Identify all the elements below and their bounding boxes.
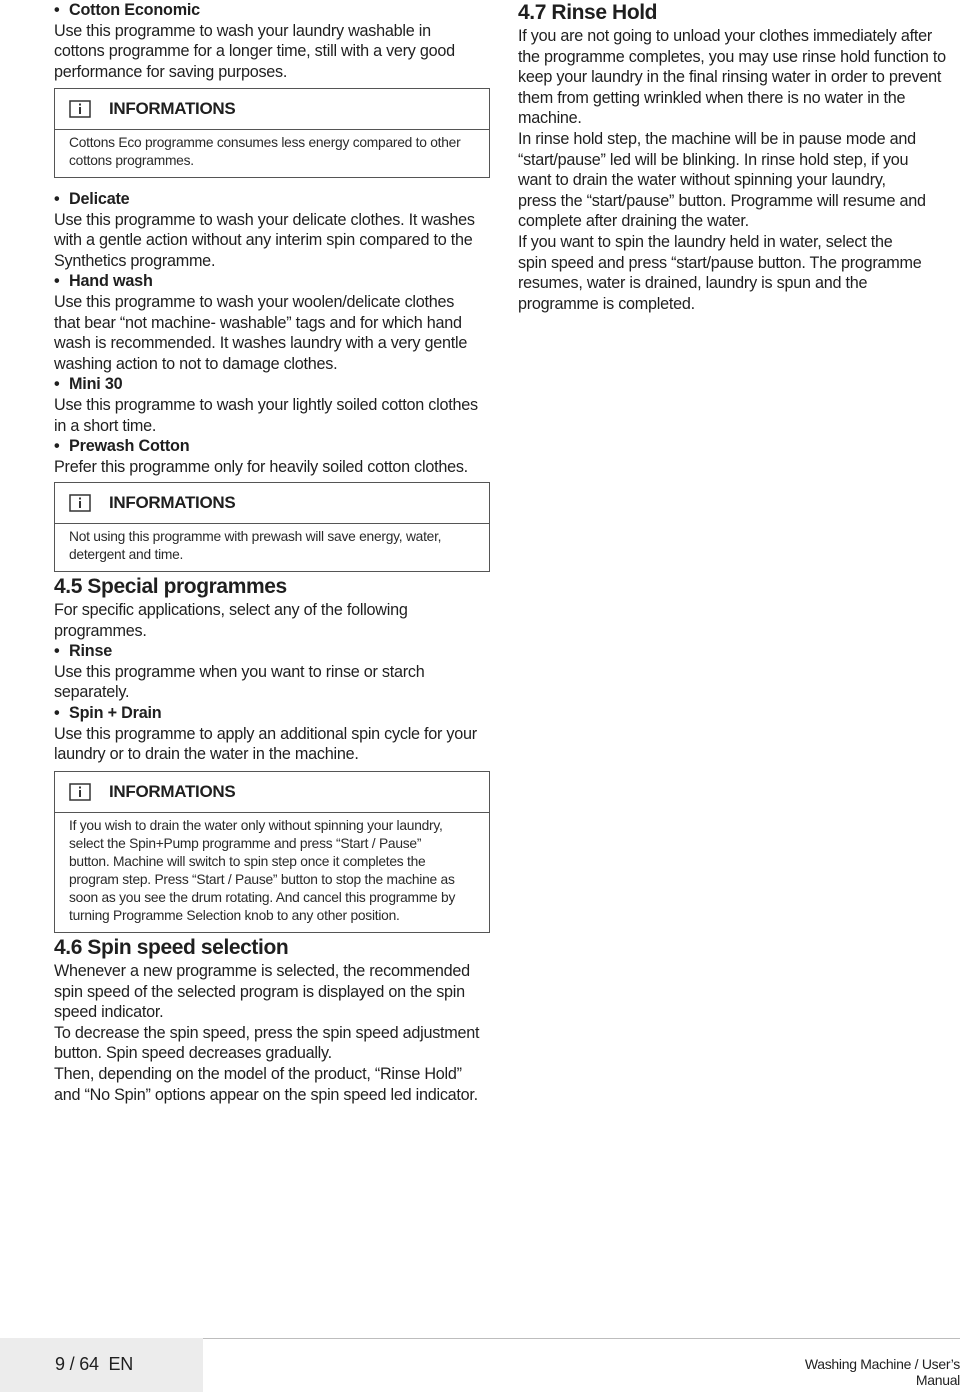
info-box-body <box>55 524 489 571</box>
page-count: 9 / 64 <box>55 1354 99 1374</box>
rinse-line: Use this programme when you want to rinse or starch <box>54 662 425 681</box>
info-box-header <box>55 483 489 524</box>
info-line: soon as you see the drum rotating. And cancel this programme by <box>69 890 456 905</box>
rinse-hold-line: In rinse hold step, the machine will be in pause mode and <box>518 129 916 148</box>
cotton-economic-title: • Cotton Economic <box>54 1 200 19</box>
info-line: cottons programmes. <box>69 153 194 168</box>
info-line: If you wish to drain the water only without spinning your laundry, <box>69 818 443 833</box>
info-box-spin-pump <box>54 771 490 933</box>
mini30-line: Use this programme to wash your lightly soiled cotton clothes <box>54 395 478 414</box>
info-box-body <box>55 813 489 932</box>
hand-wash-line: Use this programme to wash your woolen/delicate clothes <box>54 292 455 311</box>
special-line: For specific applications, select any of the following <box>54 601 408 619</box>
cotton-economic-section <box>54 0 490 82</box>
hand-wash-title: • Hand wash <box>54 272 153 291</box>
info-line: Not using this programme with prewash will save energy, water, <box>69 529 442 544</box>
rinse-hold-line: If you are not going to unload your clothes immediately after <box>518 27 932 45</box>
rinse-hold-line: “start/pause” led will be blinking. In rinse hold step, if you <box>518 150 909 169</box>
info-box-prewash <box>54 482 490 572</box>
rinse-hold-line: machine. <box>518 109 582 128</box>
rinse-hold-line: the programme completes, you may use rinse hold function to <box>518 47 946 66</box>
special-programmes-section <box>54 574 490 765</box>
info-box-header <box>55 89 489 130</box>
spin-drain-line: Use this programme to apply an additional spin cycle for your <box>54 724 477 743</box>
cotton-economic-line: cottons programme for a longer time, still with a very good <box>54 42 455 61</box>
info-box-title: INFORMATIONS <box>109 782 236 801</box>
rinse-title: • Rinse <box>54 642 113 661</box>
info-box-header <box>55 772 489 813</box>
delicate-line: Synthetics programme. <box>54 251 216 270</box>
rinse-hold-line: complete after draining the water. <box>518 212 749 231</box>
spin-speed-line: button. Spin speed decreases gradually. <box>54 1044 332 1063</box>
delicate-line: Use this programme to wash your delicate clothes. It washes <box>54 210 475 229</box>
hand-wash-line: washing action to not to damage clothes. <box>54 354 338 373</box>
mini30-line: in a short time. <box>54 416 157 435</box>
rinse-hold-heading: 4.7 Rinse Hold <box>518 1 658 24</box>
spin-speed-line: Then, depending on the model of the product, “Rinse Hold” <box>54 1064 462 1083</box>
manual-title: Washing Machine / User’s Manual <box>804 1356 960 1388</box>
cotton-economic-line: Use this programme to wash your laundry washable in <box>54 21 431 40</box>
spin-drain-title: • Spin + Drain <box>54 703 162 722</box>
info-line: turning Programme Selection knob to any other position. <box>69 908 400 923</box>
info-line: Cottons Eco programme consumes less energy compared to other <box>69 135 461 150</box>
info-line: detergent and time. <box>69 547 184 562</box>
right-column <box>518 0 958 314</box>
info-icon <box>69 494 91 512</box>
info-icon <box>69 783 91 801</box>
info-line: button. Machine will switch to spin step once it completes the <box>69 854 426 869</box>
hand-wash-line: that bear “not machine- washable” tags and for which hand <box>54 313 462 332</box>
special-line: programmes. <box>54 621 147 640</box>
delicate-title: • Delicate <box>54 190 130 208</box>
footer-divider <box>203 1338 960 1339</box>
rinse-hold-line: resumes, water is drained, laundry is spun and the <box>518 274 868 293</box>
page-number <box>55 1354 133 1375</box>
rinse-hold-line: keep your laundry in the final rinsing water in order to prevent <box>518 68 942 87</box>
rinse-hold-line: press the “start/pause” button. Programme will resume and <box>518 191 926 210</box>
delicate-section <box>54 189 490 477</box>
spin-speed-line: To decrease the spin speed, press the spin speed adjustment <box>54 1023 480 1042</box>
info-box-body <box>55 130 489 177</box>
page-language: EN <box>108 1354 134 1374</box>
spin-speed-line: Whenever a new programme is selected, the recommended <box>54 962 470 980</box>
spin-speed-heading: 4.6 Spin speed selection <box>54 936 289 959</box>
prewash-title: • Prewash Cotton <box>54 437 190 456</box>
rinse-hold-line: programme is completed. <box>518 294 695 313</box>
prewash-line: Prefer this programme only for heavily soiled cotton clothes. <box>54 457 468 476</box>
spin-speed-line: speed indicator. <box>54 1003 164 1022</box>
spin-drain-line: laundry or to drain the water in the machine. <box>54 745 359 764</box>
rinse-hold-line: spin speed and press “start/pause button. The programme <box>518 253 922 272</box>
spin-speed-line: spin speed of the selected program is displayed on the spin <box>54 982 465 1001</box>
rinse-line: separately. <box>54 683 130 702</box>
hand-wash-line: wash is recommended. It washes laundry with a very gentle <box>54 334 468 353</box>
info-box-title: INFORMATIONS <box>109 99 236 118</box>
rinse-hold-line: want to drain the water without spinning your laundry, <box>518 171 886 190</box>
spin-speed-line: and “No Spin” options appear on the spin speed led indicator. <box>54 1085 478 1104</box>
info-line: program step. Press “Start / Pause” button to stop the machine as <box>69 872 455 887</box>
info-icon <box>69 100 91 118</box>
rinse-hold-line: them from getting wrinkled when there is no water in the <box>518 88 906 107</box>
info-box-title: INFORMATIONS <box>109 493 236 512</box>
spin-speed-section <box>54 935 490 1105</box>
mini30-title: • Mini 30 <box>54 375 123 394</box>
info-line: select the Spin+Pump programme and press “Start / Pause” <box>69 836 422 851</box>
info-box-cottons-eco <box>54 88 490 178</box>
cotton-economic-line: performance for saving purposes. <box>54 62 288 81</box>
special-programmes-heading: 4.5 Special programmes <box>54 575 287 598</box>
delicate-line: with a gentle action without any interim spin compared to the <box>54 231 473 250</box>
rinse-hold-line: If you want to spin the laundry held in water, select the <box>518 232 893 251</box>
